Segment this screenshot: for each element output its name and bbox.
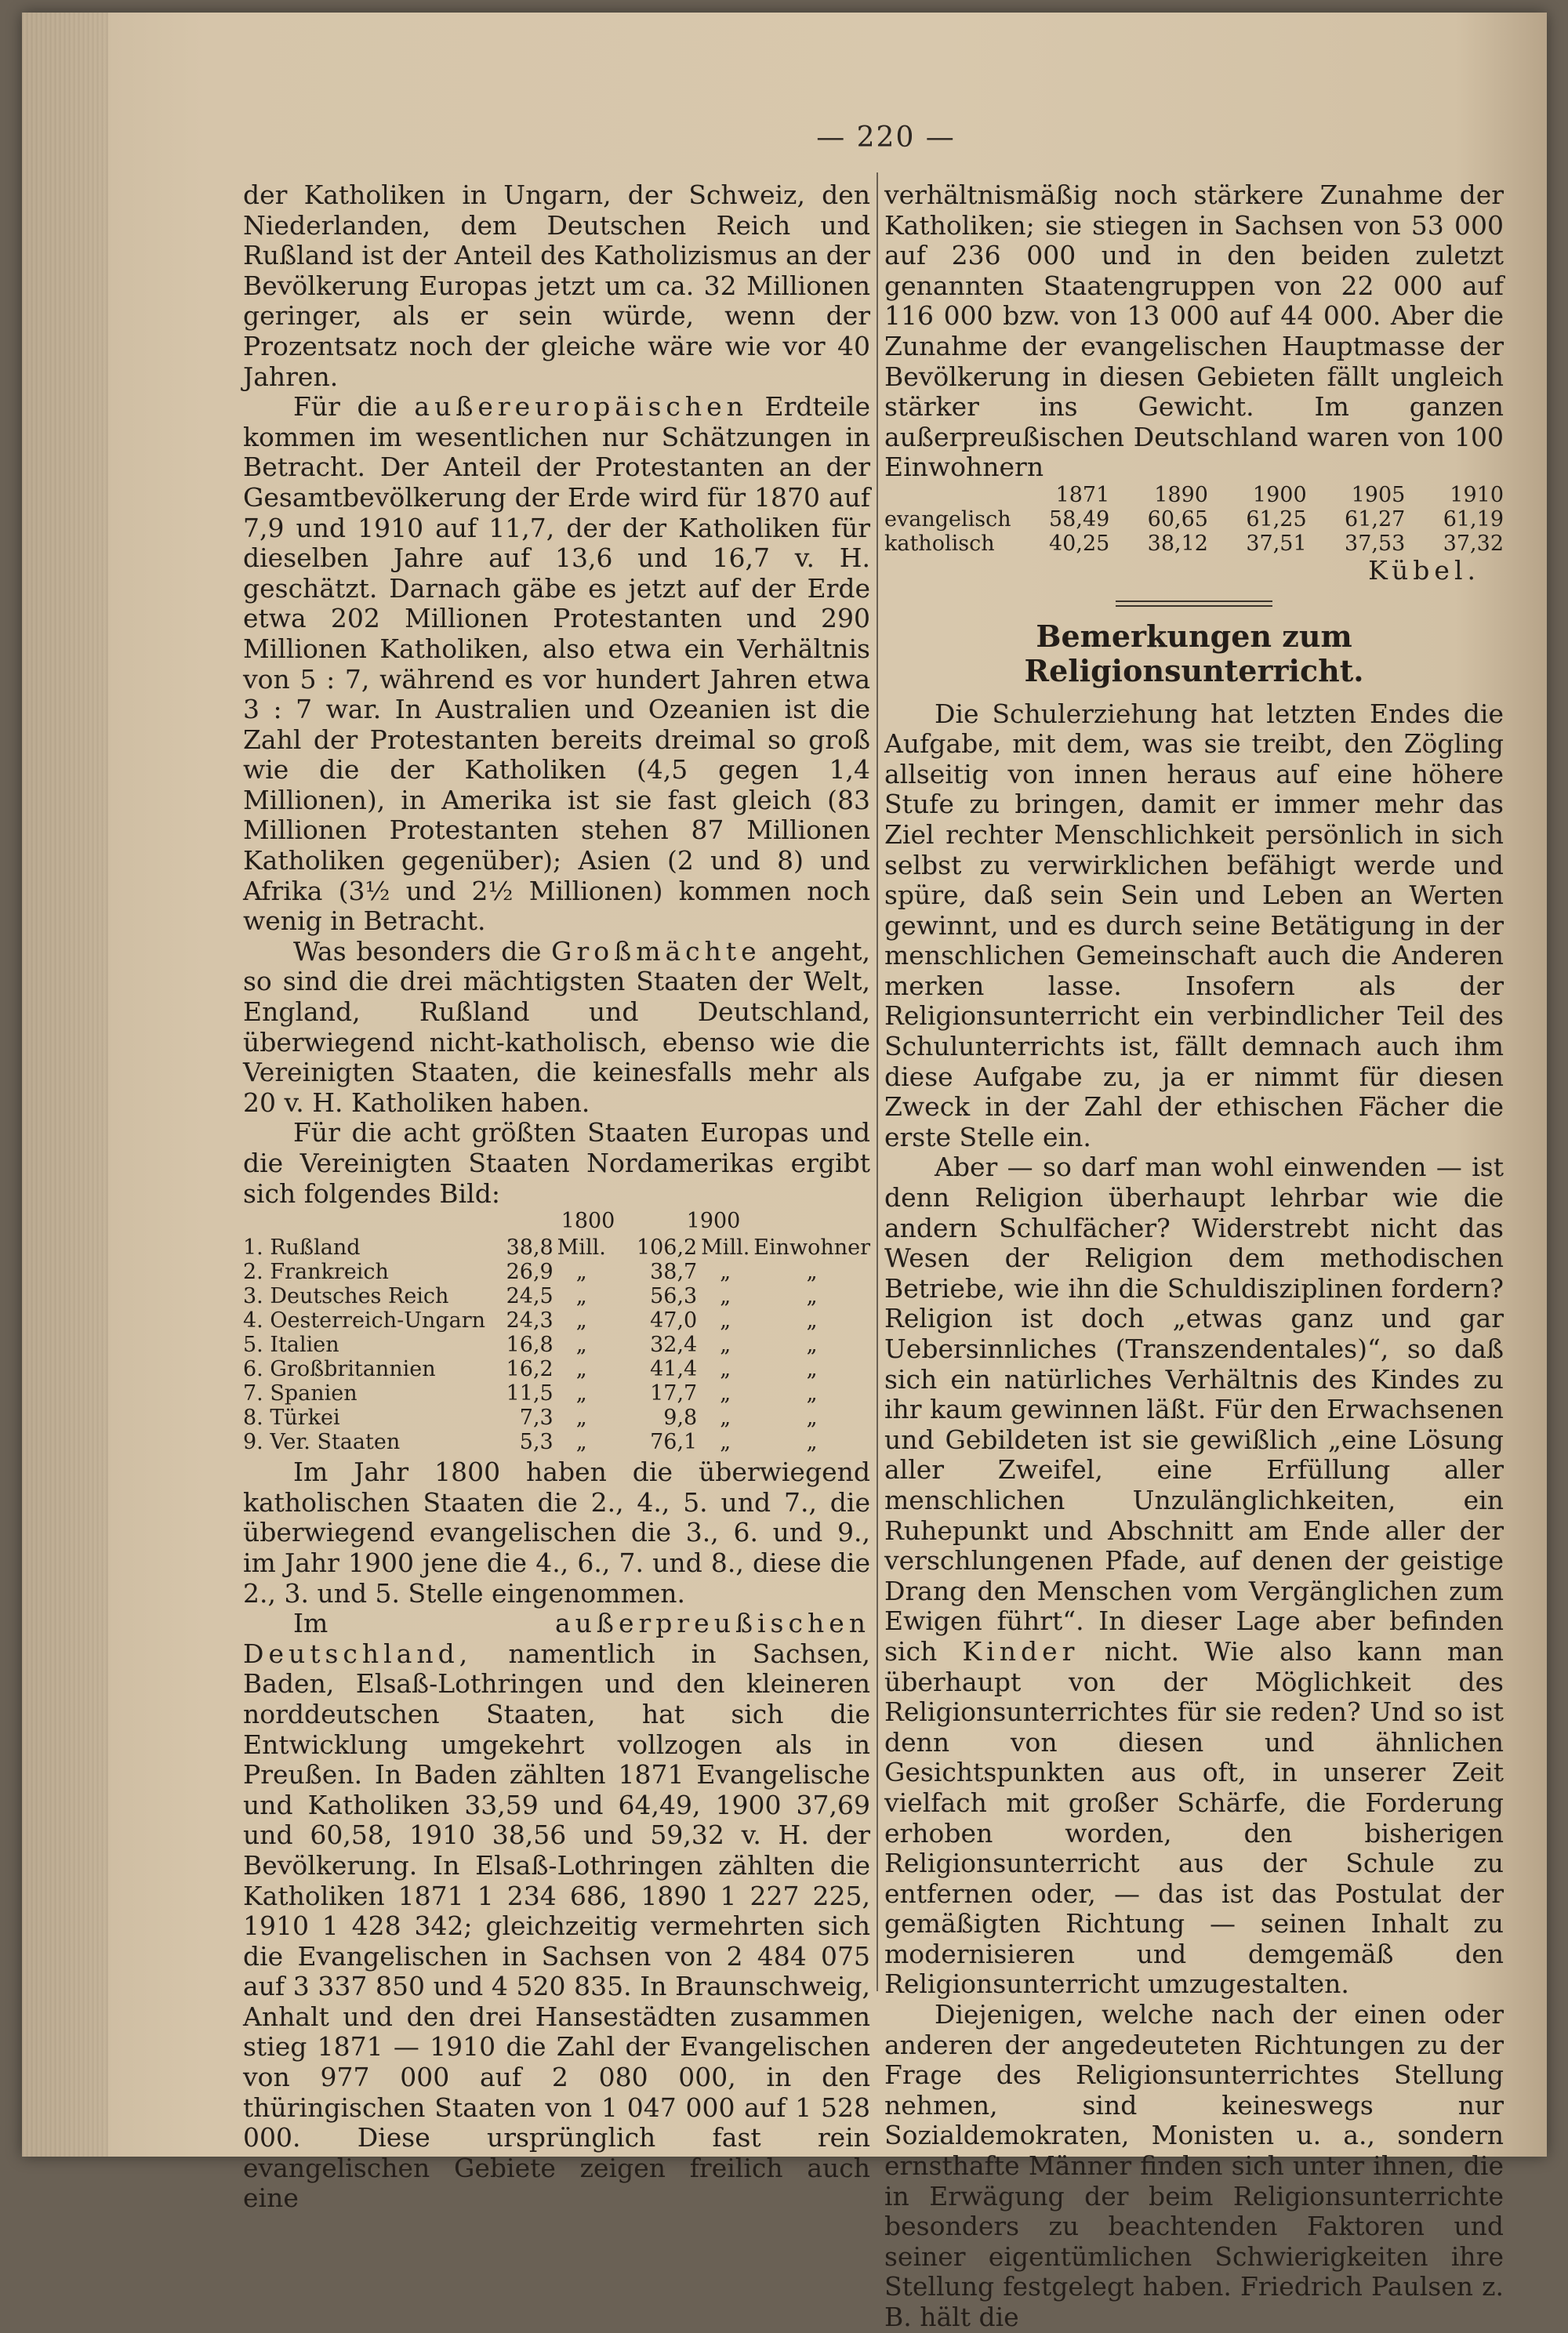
unit-1800: Mill. (557, 1235, 606, 1261)
year-header: 1800 (561, 1209, 615, 1234)
value-1800: 38,8 (506, 1235, 554, 1261)
percentage-value: 61,27 (1345, 506, 1406, 532)
value-1900: 41,4 (650, 1357, 698, 1382)
percentage-value: 60,65 (1147, 506, 1208, 532)
population-table (243, 1235, 870, 1454)
state-name: 9. Ver. Staaten (243, 1430, 401, 1455)
unit-label: „ (806, 1260, 818, 1285)
right-column (884, 180, 1504, 2333)
percentage-value: 37,32 (1443, 531, 1504, 556)
table-row (884, 507, 1504, 532)
unit-1800: „ (575, 1381, 587, 1406)
table-row (243, 1284, 870, 1308)
table-row (243, 1260, 870, 1284)
row-label: evangelisch (884, 506, 1011, 532)
percentage-value: 40,25 (1049, 531, 1110, 556)
page-number: — 220 — (816, 122, 956, 154)
value-1900: 56,3 (650, 1284, 698, 1309)
unit-1900: „ (720, 1260, 731, 1285)
percentage-value: 61,19 (1443, 506, 1504, 532)
section-divider (1116, 600, 1272, 607)
value-1800: 24,3 (506, 1308, 554, 1333)
value-1800: 7,3 (519, 1406, 554, 1431)
value-1800: 24,5 (506, 1284, 554, 1309)
unit-1900: „ (720, 1430, 731, 1455)
unit-1900: „ (720, 1357, 731, 1382)
state-name: 6. Großbritannien (243, 1357, 436, 1382)
year-header: 1890 (1154, 482, 1208, 507)
percentage-value: 58,49 (1049, 506, 1110, 532)
left-column (243, 180, 870, 2214)
population-table-header (243, 1209, 870, 1234)
unit-1800: „ (575, 1430, 587, 1455)
state-name: 8. Türkei (243, 1406, 340, 1431)
table-row (243, 1357, 870, 1381)
unit-1900: „ (720, 1381, 731, 1406)
paragraph: Für die acht größten Staaten Europas und die Vereinigten Staaten Nordamerikas ergibt sich folgendes Bild: (243, 1117, 870, 1209)
year-header: 1900 (686, 1209, 741, 1234)
state-name: 4. Oesterreich-Ungarn (243, 1308, 486, 1333)
unit-1900: „ (720, 1308, 731, 1333)
paragraph: der Katholiken in Ungarn, der Schweiz, den Niederlanden, dem Deutschen Reich und Rußland ist der Anteil des Katholizismus an der Bevölkerung Europas jetzt um ca. 32 Millionen geringer, als er sein würde, wenn der Prozentsatz noch der gleiche wäre wie vor 40 Jahren. (243, 180, 870, 392)
unit-1800: „ (575, 1357, 587, 1382)
unit-1800: „ (575, 1333, 587, 1358)
unit-1900: Mill. (701, 1235, 750, 1261)
percentage-value: 38,12 (1147, 531, 1208, 556)
unit-label: „ (806, 1406, 818, 1431)
unit-label: „ (806, 1430, 818, 1455)
unit-label: „ (806, 1284, 818, 1309)
unit-label: Einwohner (753, 1235, 870, 1261)
value-1900: 32,4 (650, 1333, 698, 1358)
percentage-value: 37,53 (1345, 531, 1406, 556)
year-header: 1871 (1055, 482, 1110, 507)
section-heading: Bemerkungen zum Religionsunterricht. (1024, 618, 1364, 688)
table-row (243, 1235, 870, 1260)
unit-label: „ (806, 1333, 818, 1358)
state-name: 2. Frankreich (243, 1260, 389, 1285)
paragraph: Aber — so darf man wohl einwenden — ist denn Religion überhaupt lehrbar wie die andern Schulfächer? Widerstrebt nicht das Wesen der Religion dem methodischen Betriebe, wie ihn die Schuldisziplinen fordern? Religion ist doch „etwas ganz und gar Uebersinnliches (Transzendentales)“, so daß sich ein natürliches Verhältnis des Kindes zu ihr kaum gewinnen läßt. Für den Erwachsenen und Gebildeten ist sie gewißlich „eine Lösung aller Zweifel, eine Erfüllung aller menschlichen Unzulänglichkeiten, ein Ruhepunkt und Abschnitt am Ende aller der verschlungenen Pfade, auf denen der geistige Drang den Menschen vom Vergänglichen zum Ewigen führt“. In dieser Lage aber befinden sich Kinder nicht. Wie also kann man überhaupt von der Möglichkeit des Religionsunterrichtes für sie reden? Und so ist denn von diesen und ähnlichen Gesichtspunkten aus oft, in unserer Zeit vielfach mit großer Schärfe, die Forderung erhoben worden, den bisherigen Religionsunterricht aus der Schule zu entfernen oder, — das ist das Postulat der gemäßigten Richtung — seinen Inhalt zu modernisieren und demgemäß den Religionsunterricht umzugestalten. (884, 1152, 1504, 2000)
unit-1900: „ (720, 1284, 731, 1309)
unit-1800: „ (575, 1308, 587, 1333)
paragraph: Im Jahr 1800 haben die überwiegend katholischen Staaten die 2., 4., 5. und 7., die überwiegend evangelischen die 3., 6. und 9., im Jahr 1900 jene die 4., 6., 7. und 8., diese die 2., 3. und 5. Stelle eingenommen. (243, 1457, 870, 1609)
unit-label: „ (806, 1381, 818, 1406)
percentage-value: 37,51 (1246, 531, 1307, 556)
paragraph: verhältnismäßig noch stärkere Zunahme der Katholiken; sie stiegen in Sachsen von 53 000 auf 236 000 und in den beiden zuletzt genannten Staatengruppen von 22 000 auf 116 000 bzw. von 13 000 auf 44 000. Aber die Zunahme der evangelischen Hauptmasse der Bevölkerung in diesen Gebieten fällt ungleich stärker ins Gewicht. Im ganzen außerpreußischen Deutschland waren von 100 Einwohnern (884, 180, 1504, 483)
unit-label: „ (806, 1308, 818, 1333)
unit-label: „ (806, 1357, 818, 1382)
value-1800: 16,8 (506, 1333, 554, 1358)
value-1800: 26,9 (506, 1260, 554, 1285)
value-1800: 5,3 (519, 1430, 554, 1455)
year-header: 1910 (1450, 482, 1504, 507)
unit-1800: „ (575, 1260, 587, 1285)
paragraph: Diejenigen, welche nach der einen oder anderen der angedeuteten Richtungen zu der Frage des Religionsunterrichtes Stellung nehmen, sind keineswegs nur Sozialdemokraten, Monisten u. a., sondern ernsthafte Männer finden sich unter ihnen, die in Erwägung der beim Religionsunterrichte besonders zu beachtenden Faktoren und seiner eigentümlichen Schwierigkeiten ihre Stellung festgelegt haben. Friedrich Paulsen z. B. hält die (884, 1999, 1504, 2332)
unit-1800: „ (575, 1406, 587, 1431)
table-row (243, 1430, 870, 1454)
unit-1800: „ (575, 1284, 587, 1309)
state-name: 1. Rußland (243, 1235, 361, 1261)
value-1900: 17,7 (650, 1381, 698, 1406)
value-1900: 9,8 (663, 1406, 698, 1431)
row-label: katholisch (884, 531, 995, 556)
state-name: 5. Italien (243, 1333, 339, 1358)
value-1900: 76,1 (650, 1430, 698, 1455)
paragraph: Was besonders die Großmächte angeht, so sind die drei mächtigsten Staaten der Welt, England, Rußland und Deutschland, überwiegend nicht-katholisch, ebenso wie die Vereinigten Staaten, die keinesfalls mehr als 20 v. H. Katholiken haben. (243, 935, 871, 1118)
author-signature: Kübel. (1368, 554, 1480, 586)
value-1800: 16,2 (506, 1357, 554, 1382)
table-row (884, 532, 1504, 556)
state-name: 7. Spanien (243, 1381, 358, 1406)
table-row (243, 1406, 870, 1430)
unit-1900: „ (720, 1406, 731, 1431)
paragraph: Die Schulerziehung hat letzten Endes die Aufgabe, mit dem, was sie treibt, den Zögling allseitig von innen heraus auf eine höhere Stufe zu bringen, damit er immer mehr das Ziel rechter Menschlichkeit persönlich in sich selbst zu verwirklichen befähigt werde und spüre, daß sein Sein und Leben an Werten gewinnt, und es durch seine Betätigung in der menschlichen Gemeinschaft auch die Anderen merken lasse. Insofern als der Religionsunterricht ein verbindlicher Teil des Schulunterrichts ist, fällt demnach auch ihm diese Aufgabe zu, ja er nimmt für diesen Zweck in der Zahl der ethischen Fächer die erste Stelle ein. (884, 698, 1504, 1152)
paragraph: Für die außereuropäischen Erdteile kommen im wesentlichen nur Schätzungen in Betracht. Der Anteil der Protestanten an der Gesamtbevölkerung der Erde wird für 1870 auf 7,9 und 1910 auf 11,7, der der Katholiken für dieselben Jahre auf 13,6 und 16,7 v. H. geschätzt. Darnach gäbe es jetzt auf der Erde etwa 202 Millionen Protestanten und 290 Millionen Katholiken, also etwa ein Verhältnis von 5 : 7, während es vor hundert Jahren etwa 3 : 7 war. In Australien und Ozeanien ist die Zahl der Protestanten bereits dreimal so groß wie die der Katholiken (4,5 gegen 1,4 Millionen), in Amerika ist sie fast gleich (83 Millionen Protestanten stehen 87 Millionen Katholiken gegenüber); Asien (2 und 8) und Afrika (3½ und 2½ Millionen) kommen noch wenig in Betracht. (243, 391, 870, 937)
column-divider (877, 172, 878, 1991)
value-1900: 47,0 (650, 1308, 698, 1333)
paragraph: Im außerpreußischen Deutschland, namentlich in Sachsen, Baden, Elsaß-Lothringen und den kleineren norddeutschen Staaten, hat sich die Entwicklung umgekehrt vollzogen als in Preußen. In Baden zählten 1871 Evangelische und Katholiken 33,59 und 64,49, 1900 37,69 und 60,58, 1910 38,56 und 59,32 v. H. der Bevölkerung. In Elsaß-Lothringen zählten die Katholiken 1871 1 234 686, 1890 1 227 225, 1910 1 428 342; gleichzeitig vermehrten sich die Evangelischen in Sachsen von 2 484 075 auf 3 337 850 und 4 520 835. In Braunschweig, Anhalt und den drei Hansestädten zusammen stieg 1871 — 1910 die Zahl der Evangelischen von 977 000 auf 2 080 000, in den thüringischen Staaten von 1 047 000 auf 1 528 000. Diese ursprünglich fast rein evangelischen Gebiete zeigen freilich auch eine (243, 1608, 870, 2214)
unit-1900: „ (720, 1333, 731, 1358)
year-header: 1900 (1252, 482, 1307, 507)
value-1900: 106,2 (636, 1235, 698, 1261)
table-row (243, 1333, 870, 1357)
table-row (243, 1308, 870, 1333)
state-name: 3. Deutsches Reich (243, 1284, 449, 1309)
year-header: 1905 (1351, 482, 1406, 507)
value-1900: 38,7 (650, 1260, 698, 1285)
page-edge (22, 13, 108, 2157)
percentage-value: 61,25 (1246, 506, 1307, 532)
table-row (243, 1381, 870, 1406)
percentage-table (884, 483, 1504, 556)
value-1800: 11,5 (506, 1381, 554, 1406)
